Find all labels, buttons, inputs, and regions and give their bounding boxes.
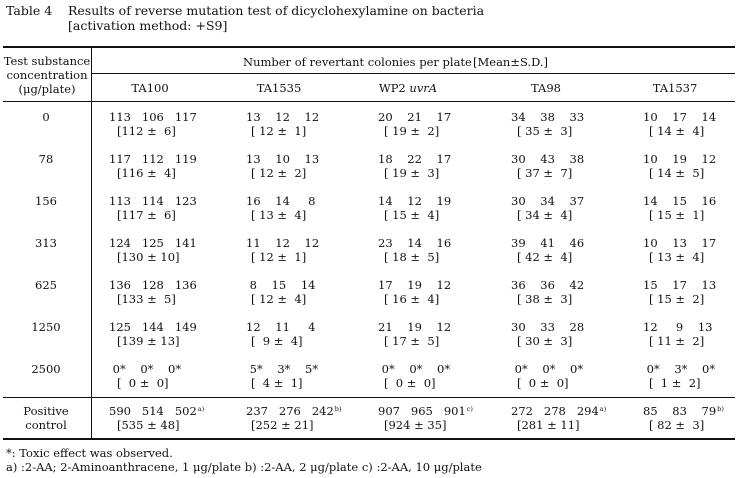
colony-counts-text: 23 14 16 — [378, 236, 452, 250]
row-concentration — [3, 152, 89, 166]
cell-mean-sd: [130 ± 10] — [117, 250, 180, 264]
bottom-rule — [3, 438, 735, 440]
cell-colony-counts — [246, 320, 315, 334]
cell-mean-sd: [ 12 ± 1] — [251, 250, 307, 264]
cell-colony-counts — [511, 278, 584, 292]
cell-mean-sd: [133 ± 5] — [117, 292, 176, 306]
colony-counts-text: 17 19 12 — [378, 278, 452, 292]
colony-counts-text: 907 965 901 — [378, 404, 466, 418]
colony-counts-text: 10 13 17 — [643, 236, 717, 250]
cell-colony-counts — [643, 404, 724, 418]
cell-colony-counts — [643, 194, 716, 208]
cell-colony-counts — [109, 278, 197, 292]
row-concentration-value: 2500 — [31, 362, 61, 376]
colony-counts-text: 117 112 119 — [109, 152, 197, 166]
row-concentration-value: 78 — [38, 152, 54, 166]
cell-colony-counts — [643, 320, 712, 334]
cell-mean-sd: [ 35 ± 3] — [517, 124, 573, 138]
cell-mean-sd: [ 15 ± 1] — [649, 208, 705, 222]
cell-mean-sd: [117 ± 6] — [117, 208, 176, 222]
row-header-divider — [91, 47, 92, 439]
cell-colony-counts — [511, 110, 584, 124]
cell-mean-sd: [ 15 ± 2] — [649, 292, 705, 306]
row-concentration-value: 313 — [35, 236, 57, 250]
colony-counts-text: 14 15 16 — [643, 194, 717, 208]
colony-counts-text: 11 12 12 — [246, 236, 320, 250]
footnote-marker: a) — [197, 405, 205, 413]
row-concentration-value: 1250 — [31, 320, 61, 334]
cell-mean-sd: [112 ± 6] — [117, 124, 176, 138]
strain-header-wp2-uvra: WP2 uvrA — [378, 81, 438, 95]
cell-colony-counts — [109, 194, 197, 208]
cell-colony-counts — [109, 236, 197, 250]
cell-mean-sd: [ 12 ± 1] — [251, 124, 307, 138]
row-header-line1: Test substance — [3, 54, 91, 68]
colony-counts-text: 0* 0* 0* — [511, 362, 584, 376]
cell-colony-counts — [643, 362, 715, 376]
cell-colony-counts — [246, 110, 319, 124]
footnote-marker: a) — [599, 405, 607, 413]
colony-counts-text: 5* 3* 5* — [246, 362, 319, 376]
row-concentration — [3, 194, 89, 208]
cell-mean-sd: [ 1 ± 2] — [649, 376, 701, 390]
footnote-marker: b) — [717, 405, 724, 413]
cell-colony-counts — [511, 152, 584, 166]
cell-mean-sd: [ 16 ± 4] — [384, 292, 440, 306]
cell-mean-sd: [924 ± 35] — [384, 418, 447, 432]
positive-control-rule — [3, 397, 735, 398]
cell-colony-counts — [246, 362, 318, 376]
cell-colony-counts — [511, 194, 584, 208]
colony-counts-text: 21 19 12 — [378, 320, 452, 334]
cell-colony-counts — [109, 110, 197, 124]
cell-mean-sd: [ 19 ± 2] — [384, 124, 440, 138]
colony-counts-text: 36 36 42 — [511, 278, 585, 292]
cell-mean-sd: [ 9 ± 4] — [251, 334, 303, 348]
colony-counts-text: 10 17 14 — [643, 110, 717, 124]
colony-counts-text: 272 278 294 — [511, 404, 599, 418]
colony-counts-text: 13 10 13 — [246, 152, 320, 166]
cell-mean-sd: [ 4 ± 1] — [251, 376, 303, 390]
colony-counts-text: 125 144 149 — [109, 320, 197, 334]
colony-counts-text: 12 11 4 — [246, 320, 316, 334]
colony-counts-text: 0* 0* 0* — [109, 362, 182, 376]
cell-colony-counts — [378, 152, 451, 166]
colony-counts-text: 0* 0* 0* — [378, 362, 451, 376]
footnote-marker: c) — [466, 405, 473, 413]
row-concentration — [3, 278, 89, 292]
top-rule — [3, 46, 735, 48]
row-concentration-value: 156 — [35, 194, 57, 208]
row-header-line3: (μg/plate) — [18, 82, 76, 96]
cell-mean-sd: [ 11 ± 2] — [649, 334, 705, 348]
row-header — [3, 54, 91, 96]
cell-mean-sd: [ 17 ± 5] — [384, 334, 440, 348]
row-concentration-value: 0 — [42, 110, 50, 124]
cell-mean-sd: [535 ± 48] — [117, 418, 180, 432]
cell-mean-sd: [ 42 ± 4] — [517, 250, 573, 264]
strain-header-ta1537: TA1537 — [652, 81, 698, 95]
row-concentration — [3, 320, 89, 334]
table-title — [68, 3, 484, 33]
colony-counts-text: 14 12 19 — [378, 194, 452, 208]
cell-mean-sd: [ 13 ± 4] — [251, 208, 307, 222]
strain-header-ta98: TA98 — [531, 81, 561, 95]
colony-counts-text: 590 514 502 — [109, 404, 197, 418]
cell-mean-sd: [ 34 ± 4] — [517, 208, 573, 222]
colony-counts-text: 10 19 12 — [643, 152, 717, 166]
cell-colony-counts — [378, 110, 451, 124]
cell-colony-counts — [109, 404, 204, 418]
colony-counts-text: 39 41 46 — [511, 236, 585, 250]
cell-mean-sd: [ 30 ± 3] — [517, 334, 573, 348]
cell-colony-counts — [643, 152, 716, 166]
colony-counts-text: 15 17 13 — [643, 278, 717, 292]
cell-colony-counts — [643, 278, 716, 292]
cell-mean-sd: [ 0 ± 0] — [384, 376, 436, 390]
colony-counts-text: 124 125 141 — [109, 236, 197, 250]
cell-mean-sd: [ 12 ± 4] — [251, 292, 307, 306]
footnote-positive-controls: a) :2-AA; 2-Aminoanthracene, 1 μg/plate b) :2-AA, 2 μg/plate c) :2-AA, 10 μg/plate — [6, 460, 482, 474]
cell-mean-sd: [ 0 ± 0] — [517, 376, 569, 390]
cell-colony-counts — [109, 152, 197, 166]
cell-mean-sd: [252 ± 21] — [251, 418, 314, 432]
cell-mean-sd: [281 ± 11] — [517, 418, 580, 432]
cell-colony-counts — [109, 320, 197, 334]
colony-counts-text: 113 114 123 — [109, 194, 197, 208]
cell-mean-sd: [ 19 ± 3] — [384, 166, 440, 180]
colony-counts-text: 12 9 13 — [643, 320, 713, 334]
cell-colony-counts — [246, 278, 315, 292]
row-header-line2: concentration — [6, 68, 88, 82]
colony-counts-text: 0* 3* 0* — [643, 362, 716, 376]
cell-colony-counts — [511, 404, 606, 418]
table-title-line1: Results of reverse mutation test of dicyclohexylamine on bacteria — [68, 3, 485, 18]
row-concentration — [3, 110, 89, 124]
cell-colony-counts — [378, 362, 450, 376]
cell-mean-sd: [ 12 ± 2] — [251, 166, 307, 180]
cell-mean-sd: [ 15 ± 4] — [384, 208, 440, 222]
cell-colony-counts — [511, 362, 583, 376]
cell-colony-counts — [246, 404, 342, 418]
table-title-line2: [activation method: +S9] — [68, 18, 228, 33]
row-concentration-value: 625 — [35, 278, 57, 292]
row-concentration — [3, 404, 89, 432]
cell-colony-counts — [246, 236, 319, 250]
cell-colony-counts — [378, 320, 451, 334]
colony-counts-text: 13 12 12 — [246, 110, 320, 124]
cell-mean-sd: [ 13 ± 4] — [649, 250, 705, 264]
cell-colony-counts — [643, 236, 716, 250]
row-concentration — [3, 362, 89, 376]
colony-counts-text: 113 106 117 — [109, 110, 197, 124]
cell-colony-counts — [643, 110, 716, 124]
cell-mean-sd: [ 18 ± 5] — [384, 250, 440, 264]
colony-counts-text: 30 33 28 — [511, 320, 585, 334]
cell-mean-sd: [ 14 ± 4] — [649, 124, 705, 138]
cell-colony-counts — [378, 236, 451, 250]
row-concentration-value-line2: control — [25, 418, 67, 432]
colony-counts-text: 237 276 242 — [246, 404, 334, 418]
cell-mean-sd: [ 37 ± 7] — [517, 166, 573, 180]
cell-mean-sd: [ 82 ± 3] — [649, 418, 705, 432]
cell-mean-sd: [116 ± 4] — [117, 166, 176, 180]
row-concentration-value: Positive — [23, 404, 69, 418]
colony-counts-text: 8 15 14 — [246, 278, 316, 292]
colony-counts-text: 34 38 33 — [511, 110, 585, 124]
cell-colony-counts — [246, 194, 315, 208]
table-label: Table 4 — [6, 3, 53, 18]
cell-mean-sd: [139 ± 13] — [117, 334, 180, 348]
group-header-rule — [91, 73, 735, 74]
cell-colony-counts — [511, 236, 584, 250]
strain-header-ta1535: TA1535 — [256, 81, 302, 95]
colony-counts-text: 85 83 79 — [643, 404, 717, 418]
header-rule — [3, 101, 735, 102]
strain-header-ta100: TA100 — [131, 81, 169, 95]
cell-colony-counts — [109, 362, 181, 376]
cell-mean-sd: [ 0 ± 0] — [117, 376, 169, 390]
footnote-toxic: *: Toxic effect was observed. — [6, 446, 173, 460]
colony-counts-text: 18 22 17 — [378, 152, 452, 166]
cell-colony-counts — [246, 152, 319, 166]
group-header-title: Number of revertant colonies per plate — [243, 55, 472, 69]
cell-colony-counts — [378, 404, 473, 418]
colony-counts-text: 16 14 8 — [246, 194, 316, 208]
cell-colony-counts — [511, 320, 584, 334]
cell-colony-counts — [378, 194, 451, 208]
row-concentration — [3, 236, 89, 250]
cell-mean-sd: [ 14 ± 5] — [649, 166, 705, 180]
colony-counts-text: 30 43 38 — [511, 152, 585, 166]
cell-mean-sd: [ 38 ± 3] — [517, 292, 573, 306]
colony-counts-text: 136 128 136 — [109, 278, 197, 292]
footnote-marker: b) — [334, 405, 342, 413]
group-header-stat: [Mean±S.D.] — [473, 55, 549, 69]
cell-colony-counts — [378, 278, 451, 292]
colony-counts-text: 30 34 37 — [511, 194, 585, 208]
colony-counts-text: 20 21 17 — [378, 110, 452, 124]
